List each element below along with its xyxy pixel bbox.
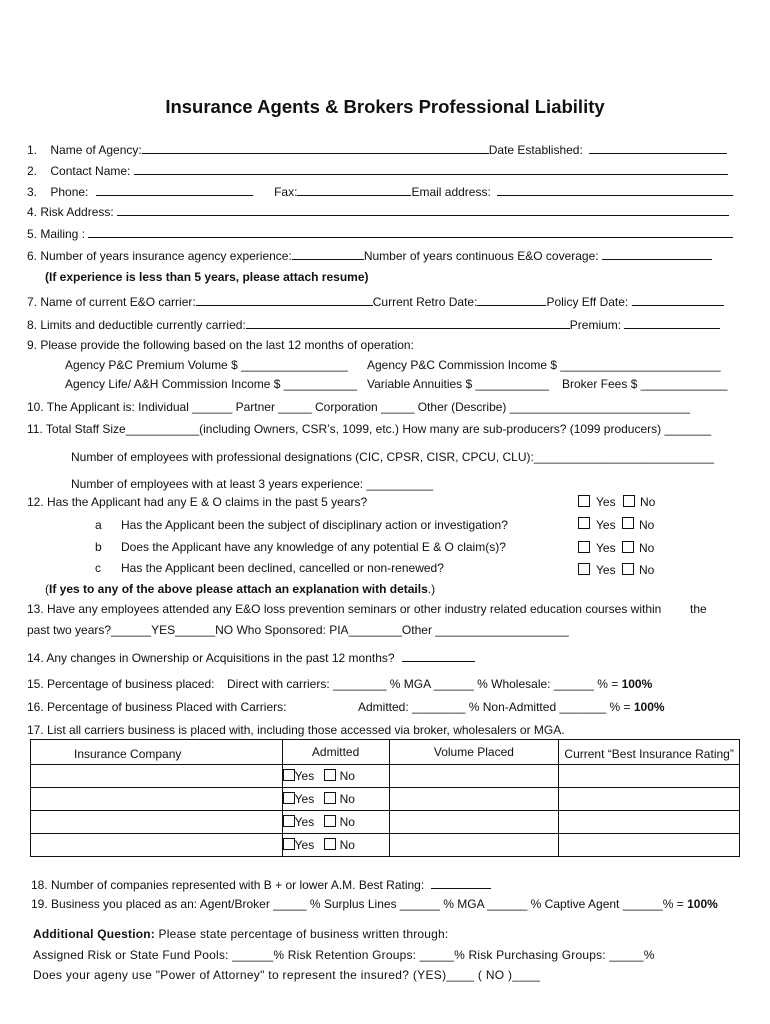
admitted-yes-checkbox[interactable] xyxy=(283,769,295,781)
retro-date-field[interactable] xyxy=(477,293,546,306)
admitted-yes-label: Yes xyxy=(294,815,315,829)
q12c-no-checkbox[interactable] xyxy=(622,563,634,575)
policy-eff-date-field[interactable] xyxy=(632,293,724,306)
admitted-no-label: No xyxy=(339,815,355,829)
phone-field[interactable] xyxy=(96,183,253,196)
q12b-yes-checkbox[interactable] xyxy=(578,541,590,553)
header-best-rating: Current “Best Insurance Rating” xyxy=(559,740,740,765)
admitted-cell xyxy=(282,811,389,834)
q17-label: 17. List all carriers business is placed with, including those accessed via broker, wholesalers or MGA. xyxy=(27,723,565,737)
q3-number: 3. xyxy=(27,185,38,199)
admitted-no-checkbox[interactable] xyxy=(324,815,336,827)
fax-field[interactable] xyxy=(297,183,411,196)
q2-row xyxy=(27,162,728,178)
q12a-yes-label: Yes xyxy=(596,518,616,532)
professional-designations[interactable]: Number of employees with professional designations (CIC, CPSR, CISR, CPCU, CLU):___________________________ xyxy=(71,450,715,464)
q12a-no-checkbox[interactable] xyxy=(622,517,634,529)
q6-row xyxy=(27,247,712,263)
eo-coverage-years-field[interactable] xyxy=(602,247,712,260)
q7-row xyxy=(27,293,724,309)
contact-name-field[interactable] xyxy=(134,162,728,175)
q15-label: 15. Percentage of business placed: xyxy=(27,677,215,691)
rating-cell[interactable] xyxy=(559,788,740,811)
volume-cell[interactable] xyxy=(389,834,559,857)
q12b-letter: b xyxy=(95,540,102,554)
carrier-row xyxy=(31,765,740,788)
carrier-name-cell[interactable] xyxy=(31,834,283,857)
q16-label: 16. Percentage of business Placed with Carriers: xyxy=(27,700,287,714)
agency-name-label: Name of Agency: xyxy=(50,143,142,157)
note-open: ( xyxy=(45,582,49,596)
q4-row xyxy=(27,203,729,219)
retro-date-label: Current Retro Date: xyxy=(372,295,478,309)
q15-total: 100% xyxy=(621,677,653,691)
header-insurance-company: Insurance Company xyxy=(31,740,283,765)
email-field[interactable] xyxy=(497,183,733,196)
q12a-letter: a xyxy=(95,518,102,532)
q12b-no-checkbox[interactable] xyxy=(622,541,634,553)
low-rating-companies-field[interactable] xyxy=(431,876,491,889)
current-carrier-label: 7. Name of current E&O carrier: xyxy=(27,295,196,309)
q3-row xyxy=(27,183,733,199)
note-close: .) xyxy=(427,582,436,596)
explanation-note xyxy=(45,582,435,596)
risk-address-label: 4. Risk Address: xyxy=(27,205,114,219)
header-volume-placed: Volume Placed xyxy=(389,740,559,765)
variable-annuities[interactable]: Variable Annuities $ ___________ xyxy=(367,377,549,391)
carriers-table xyxy=(30,739,740,857)
q12a-question: Has the Applicant been the subject of disciplinary action or investigation? xyxy=(121,518,508,532)
q15-percentages[interactable] xyxy=(227,677,652,691)
form-title: Insurance Agents & Brokers Professional Liability xyxy=(165,96,605,117)
current-carrier-field[interactable] xyxy=(196,293,373,306)
q16-total: 100% xyxy=(633,700,665,714)
header-admitted: Admitted xyxy=(282,740,389,765)
admitted-cell xyxy=(282,834,389,857)
admitted-no-label: No xyxy=(339,769,355,783)
q12-no-checkbox[interactable] xyxy=(623,495,635,507)
q12-no-label: No xyxy=(640,495,656,509)
q8-row xyxy=(27,316,720,332)
ownership-changes-field[interactable] xyxy=(402,649,475,662)
q12c-letter: c xyxy=(95,561,101,575)
admitted-no-checkbox[interactable] xyxy=(324,792,336,804)
carrier-name-cell[interactable] xyxy=(31,765,283,788)
note-bold-text: If yes to any of the above please attach an explanation with details xyxy=(49,582,428,596)
additional-line2[interactable]: Does your ageny use "Power of Attorney" to represent the insured? (YES)____ ( NO )____ xyxy=(33,968,541,982)
q14-row xyxy=(27,649,475,665)
q19-total: 100% xyxy=(687,897,718,911)
q16-percentages[interactable] xyxy=(358,700,665,714)
email-label: Email address: xyxy=(411,185,491,199)
admitted-no-label: No xyxy=(339,792,355,806)
eo-coverage-years-label: Number of years continuous E&O coverage: xyxy=(363,249,599,263)
premium-field[interactable] xyxy=(624,316,720,329)
carrier-row xyxy=(31,788,740,811)
volume-cell[interactable] xyxy=(389,811,559,834)
q13-line1: 13. Have any employees attended any E&O loss prevention seminars or other industry related education courses within xyxy=(27,602,662,616)
admitted-no-checkbox[interactable] xyxy=(324,769,336,781)
risk-address-field[interactable] xyxy=(117,203,729,216)
admitted-no-label: No xyxy=(339,838,355,852)
mailing-label: 5. Mailing : xyxy=(27,227,86,241)
ownership-changes-label: 14. Any changes in Ownership or Acquisitions in the past 12 months? xyxy=(27,651,395,665)
carrier-row xyxy=(31,811,740,834)
carrier-name-cell[interactable] xyxy=(31,811,283,834)
q12b-no-label: No xyxy=(639,541,655,555)
date-established-field[interactable] xyxy=(589,141,727,154)
phone-label: Phone: xyxy=(50,185,89,199)
broker-fees[interactable]: Broker Fees $ _____________ xyxy=(562,377,728,391)
q12b-yes-label: Yes xyxy=(596,541,616,555)
carriers-table-header xyxy=(31,740,740,765)
q12a-no-label: No xyxy=(639,518,655,532)
q10-applicant-type[interactable]: 10. The Applicant is: Individual ______ Partner _____ Corporation _____ Other (Describe) ___________________________ xyxy=(27,400,690,414)
q12-claims-question: 12. Has the Applicant had any E & O claims in the past 5 years? xyxy=(27,495,368,509)
q12b-question: Does the Applicant have any knowledge of any potential E & O claim(s)? xyxy=(121,540,506,554)
admitted-yes-checkbox[interactable] xyxy=(283,838,295,850)
pc-commission-income[interactable]: Agency P&C Commission Income $ ________________________ xyxy=(367,358,721,372)
q9-label: 9. Please provide the following based on the last 12 months of operation: xyxy=(27,338,414,352)
admitted-cell xyxy=(282,765,389,788)
resume-note: (If experience is less than 5 years, please attach resume) xyxy=(45,270,369,284)
q12c-no-label: No xyxy=(639,563,655,577)
volume-cell[interactable] xyxy=(389,788,559,811)
admitted-yes-checkbox[interactable] xyxy=(283,815,295,827)
carrier-row xyxy=(31,834,740,857)
low-rating-companies-label: 18. Number of companies represented with B + or lower A.M. Best Rating: xyxy=(31,878,425,892)
limits-deductible-field[interactable] xyxy=(246,316,570,329)
additional-heading: Additional Question: xyxy=(33,927,155,941)
policy-eff-date-label: Policy Eff Date: xyxy=(546,295,629,309)
additional-line1[interactable]: Assigned Risk or State Fund Pools: ______% Risk Retention Groups: _____% Risk Purchasing Groups: _____% xyxy=(33,948,655,962)
q12-yes-label: Yes xyxy=(596,495,616,509)
agency-name-field[interactable] xyxy=(142,141,489,154)
q18-row xyxy=(31,876,491,892)
q16-fields[interactable]: Admitted: ________ % Non-Admitted _______ % = xyxy=(358,700,631,714)
admitted-cell xyxy=(282,788,389,811)
experienced-employees[interactable]: Number of employees with at least 3 years experience: __________ xyxy=(71,477,434,491)
q12-yes-checkbox[interactable] xyxy=(578,495,590,507)
q2-number: 2. xyxy=(27,164,38,178)
pc-premium-volume[interactable]: Agency P&C Premium Volume $ ________________ xyxy=(65,358,348,372)
q5-row xyxy=(27,225,733,241)
admitted-yes-checkbox[interactable] xyxy=(283,792,295,804)
rating-cell[interactable] xyxy=(559,834,740,857)
rating-cell[interactable] xyxy=(559,765,740,788)
carrier-name-cell[interactable] xyxy=(31,788,283,811)
q13-the: the xyxy=(690,602,707,616)
q1-number: 1. xyxy=(27,143,38,157)
date-established-label: Date Established: xyxy=(488,143,583,157)
q11-staff-size[interactable]: 11. Total Staff Size___________(including Owners, CSR’s, 1099, etc.) How many are sub-producers? (1099 producers) _______ xyxy=(27,422,712,436)
q12a-yes-checkbox[interactable] xyxy=(578,517,590,529)
q15-fields[interactable]: Direct with carriers: ________ % MGA ______ % Wholesale: ______ % = xyxy=(227,677,619,691)
life-ah-commission[interactable]: Agency Life/ A&H Commission Income $ ___________ xyxy=(65,377,358,391)
limits-deductible-label: 8. Limits and deductible currently carried: xyxy=(27,318,246,332)
agency-experience-label: 6. Number of years insurance agency experience: xyxy=(27,249,292,263)
q13-line2[interactable]: past two years?______YES______NO Who Sponsored: PIA________Other ____________________ xyxy=(27,623,569,637)
q19-fields[interactable]: 19. Business you placed as an: Agent/Broker _____ % Surplus Lines ______ % MGA ______ % Captive Agent ______% = xyxy=(31,897,684,911)
additional-heading-rest: Please state percentage of business written through: xyxy=(155,927,449,941)
rating-cell[interactable] xyxy=(559,811,740,834)
premium-label: Premium: xyxy=(569,318,622,332)
admitted-no-checkbox[interactable] xyxy=(324,838,336,850)
mailing-field[interactable] xyxy=(88,225,733,238)
fax-label: Fax: xyxy=(274,185,298,199)
q1-row xyxy=(27,141,727,157)
contact-name-label: Contact Name: xyxy=(50,164,131,178)
agency-experience-field[interactable] xyxy=(292,247,364,260)
admitted-yes-label: Yes xyxy=(294,769,315,783)
q12c-yes-label: Yes xyxy=(596,563,616,577)
admitted-yes-label: Yes xyxy=(294,838,315,852)
q19-row[interactable] xyxy=(31,897,718,911)
additional-question xyxy=(33,927,448,941)
q12c-yes-checkbox[interactable] xyxy=(578,563,590,575)
q12c-question: Has the Applicant been declined, cancelled or non-renewed? xyxy=(121,561,444,575)
volume-cell[interactable] xyxy=(389,765,559,788)
admitted-yes-label: Yes xyxy=(294,792,315,806)
